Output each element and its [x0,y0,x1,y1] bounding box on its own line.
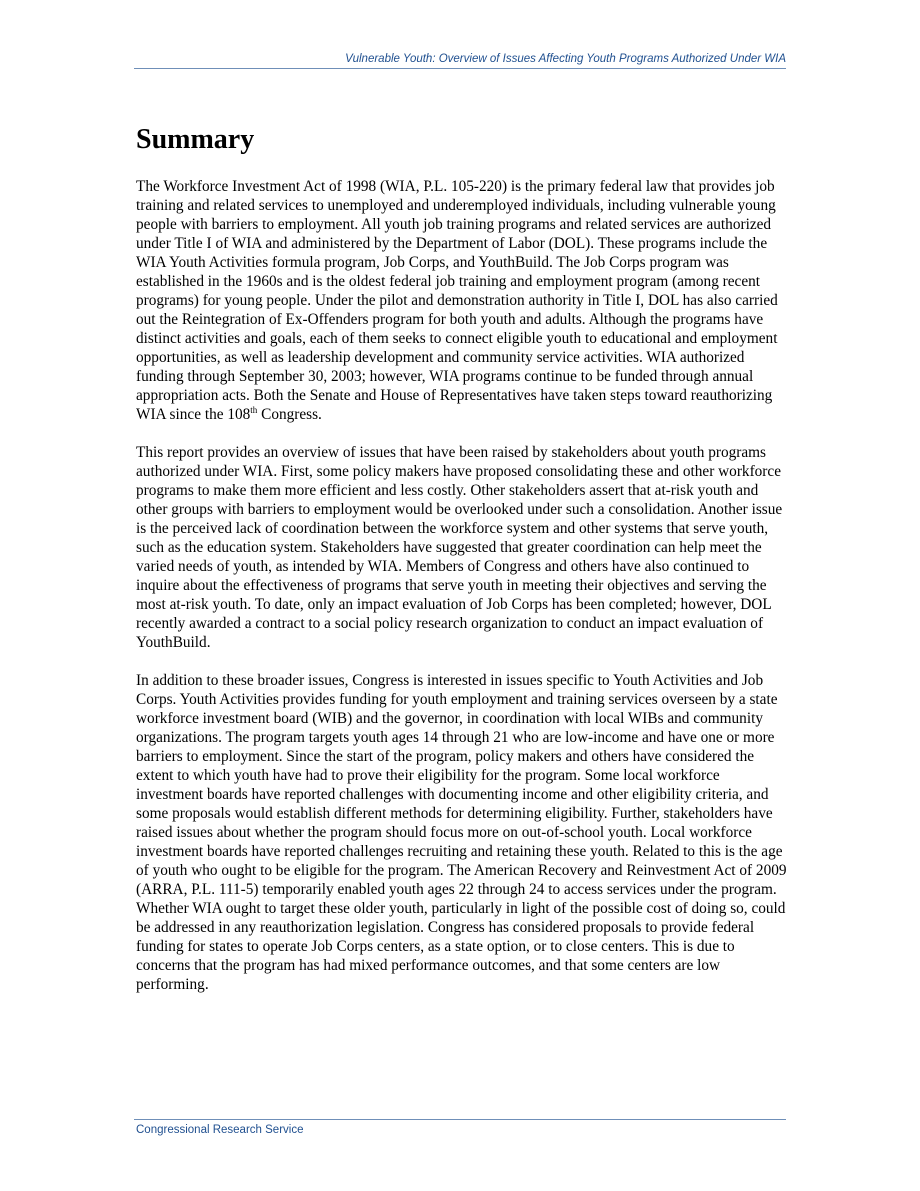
paragraph-1-text: The Workforce Investment Act of 1998 (WIA, P.L. 105-220) is the primary federal law that provides job training and related services to unemployed and underemployed individuals, including vulnerable young people with barriers to employment. All youth job training programs and related services are authorized under Title I of WIA and administered by the Department of Labor (DOL). These programs include the WIA Youth Activities formula program, Job Corps, and YouthBuild. The Job Corps program was established in the 1960s and is the oldest federal job training and employment program (among recent programs) for young people. Under the pilot and demonstration authority in Title I, DOL has also carried out the Reintegration of Ex-Offenders program for both youth and adults. Although the programs have distinct activities and goals, each of them seeks to connect eligible youth to educational and employment opportunities, as well as leadership development and community service activities. WIA authorized funding through September 30, 2003; however, WIA programs continue to be funded through annual appropriation acts. Both the Senate and House of Representatives have taken steps toward reauthorizing WIA since the 108 [136,178,778,423]
document-body [136,177,788,1013]
paragraph-1-text-end: Congress. [257,406,322,423]
header-divider [134,68,786,69]
running-header: Vulnerable Youth: Overview of Issues Affecting Youth Programs Authorized Under WIA [345,53,786,65]
footer-divider [134,1119,786,1120]
running-footer: Congressional Research Service [136,1124,304,1136]
paragraph-2: This report provides an overview of issues that have been raised by stakeholders about youth programs authorized under WIA. First, some policy makers have proposed consolidating these and other workforce programs to make them more efficient and less costly. Other stakeholders assert that at-risk youth and other groups with barriers to employment would be overlooked under such a consolidation. Another issue is the perceived lack of coordination between the workforce system and other systems that serve youth, such as the education system. Stakeholders have suggested that greater coordination can help meet the varied needs of youth, as intended by WIA. Members of Congress and others have also continued to inquire about the effectiveness of programs that serve youth in meeting their objectives and serving the most at-risk youth. To date, only an impact evaluation of Job Corps has been completed; however, DOL recently awarded a contract to a social policy research organization to conduct an impact evaluation of YouthBuild. [136,444,783,651]
section-title: Summary [136,124,255,155]
ordinal-superscript: th [250,405,258,415]
paragraph-3: In addition to these broader issues, Congress is interested in issues specific to Youth Activities and Job Corps. Youth Activities provides funding for youth employment and training services overseen by a state workforce investment board (WIB) and the governor, in coordination with local WIBs and community organizations. The program targets youth ages 14 through 21 who are low-income and have one or more barriers to employment. Since the start of the program, policy makers and others have considered the extent to which youth have had to prove their eligibility for the program. Some local workforce investment boards have reported challenges with documenting income and other eligibility criteria, and some proposals would establish different methods for determining eligibility. Further, stakeholders have raised issues about whether the program should focus more on out-of-school youth. Local workforce investment boards have reported challenges recruiting and retaining these youth. Related to this is the age of youth who ought to be eligible for the program. The American Recovery and Reinvestment Act of 2009 (ARRA, P.L. 111-5) temporarily enabled youth ages 22 through 24 to access services under the program. Whether WIA ought to target these older youth, particularly in light of the possible cost of doing so, could be addressed in any reauthorization legislation. Congress has considered proposals to provide federal funding for states to operate Job Corps centers, as a state option, or to close centers. This is due to concerns that the program has had mixed performance outcomes, and that some centers are low performing. [136,672,787,993]
paragraph-1 [136,177,788,424]
